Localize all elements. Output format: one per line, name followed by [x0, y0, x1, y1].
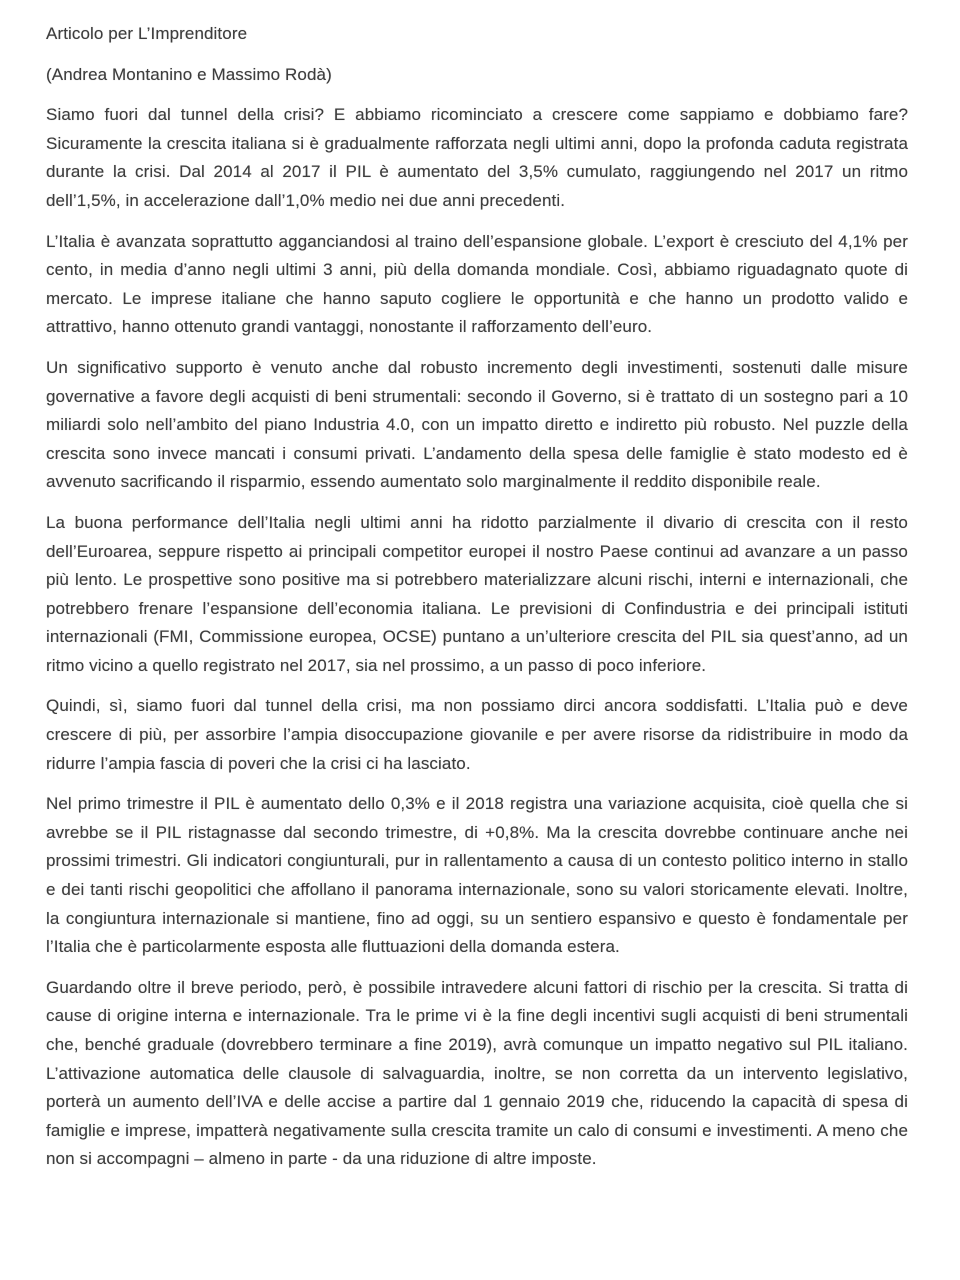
paragraph-5: Quindi, sì, siamo fuori dal tunnel della crisi, ma non possiamo dirci ancora soddisfatti. L’Italia può e deve crescere di più, per assorbire l’ampia disoccupazione giovanile e per avere risorse da ridistribuire in modo da ridurre l’ampia fascia di poveri che la crisi ci ha lasciato.	[46, 696, 908, 773]
document-byline: (Andrea Montanino e Massimo Rodà)	[46, 64, 332, 84]
paragraph-7: Guardando oltre il breve periodo, però, è possibile intravedere alcuni fattori di rischio per la crescita. Si tratta di cause di origine interna e internazionale. Tra le prime vi è la fine degli incentivi sugli acquisti di beni strumentali che, benché graduale (dovrebbero terminare a fine 2019), avrà comunque un impatto negativo sul PIL italiano. L’attivazione automatica delle clausole di salvaguardia, inoltre, se non corretta da un intervento legislativo, porterà un aumento dell’IVA e delle accise a partire dal 1 gennaio 2019 che, riducendo la capacità di spesa di famiglie e imprese, impatterà negativamente sulla crescita tramite un calo di consumi e investimenti. A meno che non si accompagni – almeno in parte - da una riduzione di altre imposte.	[46, 977, 908, 1169]
document-title: Articolo per L’Imprenditore	[46, 24, 248, 43]
paragraph-1: Siamo fuori dal tunnel della crisi? E abbiamo ricominciato a crescere come sappiamo e dobbiamo fare? Sicuramente la crescita italiana si è gradualmente rafforzata negli ultimi anni, dopo la profonda caduta registrata durante la crisi. Dal 2014 al 2017 il PIL è aumentato del 3,5% cumulato, raggiungendo nel 2017 un ritmo dell’1,5%, in accelerazione dall’1,0% medio nei due anni precedenti.	[46, 105, 908, 210]
paragraph-4: La buona performance dell’Italia negli ultimi anni ha ridotto parzialmente il divario di crescita con il resto dell’Euroarea, seppure rispetto ai principali competitor europei il nostro Paese continui ad avanzare a un passo più lento. Le prospettive sono positive ma si potrebbero materializzare alcuni rischi, interni e internazionali, che potrebbero frenare l’espansione dell’economia italiana. Le previsioni di Confindustria e dei principali istituti internazionali (FMI, Commissione europea, OCSE) puntano a un’ulteriore crescita del PIL sia quest’anno, ad un ritmo vicino a quello registrato nel 2017, sia nel prossimo, a un passo di poco inferiore.	[46, 512, 908, 675]
paragraph-6: Nel primo trimestre il PIL è aumentato dello 0,3% e il 2018 registra una variazione acquisita, cioè quella che si avrebbe se il PIL ristagnasse dal secondo trimestre, di +0,8%. Ma la crescita dovrebbe continuare anche nei prossimi trimestri. Gli indicatori congiunturali, pur in rallentamento a causa di un contesto politico interno in stallo e dei tanti rischi geopolitici che affollano il panorama internazionale, sono su valori storicamente elevati. Inoltre, la congiuntura internazionale si mantiene, fino ad oggi, su un sentiero espansivo e questo è fondamentale per l’Italia che è particolarmente esposta alle fluttuazioni della domanda estera.	[46, 794, 908, 957]
paragraph-2: L’Italia è avanzata soprattutto agganciandosi al traino dell’espansione globale. L’export è cresciuto del 4,1% per cento, in media d’anno negli ultimi 3 anni, più della domanda mondiale. Così, abbiamo riguadagnato quote di mercato. Le imprese italiane che hanno saputo cogliere le opportunità e che hanno un prodotto valido e attrattivo, hanno ottenuto grandi vantaggi, nonostante il rafforzamento dell’euro.	[46, 231, 908, 337]
paragraph-3: Un significativo supporto è venuto anche dal robusto incremento degli investimenti, sostenuti dalle misure governative a favore degli acquisti di beni strumentali: secondo il Governo, si è trattato di un sostegno pari a 10 miliardi solo nell’ambito del piano Industria 4.0, con un impatto diretto e indiretto più robusto. Nel puzzle della crescita sono invece mancati i consumi privati. L’andamento della spesa delle famiglie è stato modesto ed è avvenuto sacrificando il risparmio, essendo aumentato solo marginalmente il reddito disponibile reale.	[46, 357, 908, 492]
